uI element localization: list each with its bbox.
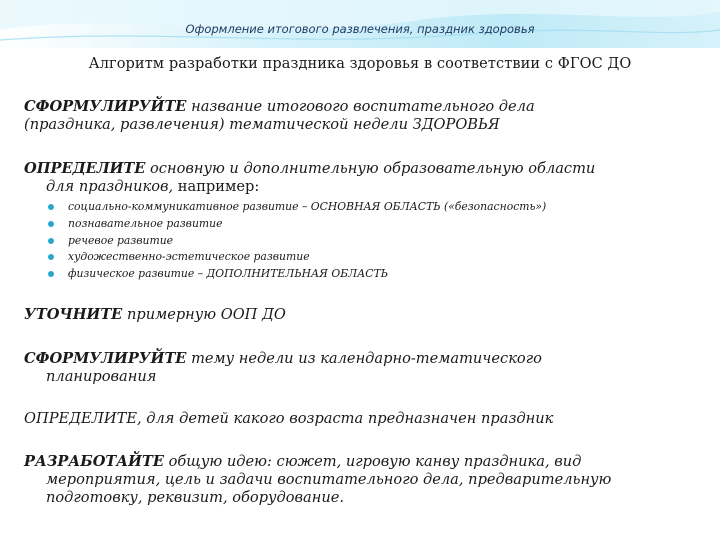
bullet-icon [48, 254, 54, 260]
step-text: ОПРЕДЕЛИТЕ, для детей какого возраста предназначен праздник [24, 410, 554, 427]
step-text: примерную ООП ДО [122, 306, 286, 323]
step-develop-idea [24, 453, 704, 507]
step-formulate-theme [24, 350, 704, 386]
list-item-text: познавательное развитие [68, 216, 223, 230]
step-text: тему недели из календарно-тематического [186, 350, 542, 367]
step-text: общую идею: сюжет, игровую канву праздника, вид [163, 453, 582, 470]
areas-list [48, 199, 708, 283]
step-text-line2: для праздников, [46, 178, 174, 195]
step-verb: РАЗРАБОТАЙТЕ [24, 453, 164, 470]
header-title: Оформление итогового развлечения, праздник здоровья [185, 22, 535, 36]
step-verb: СФОРМУЛИРУЙТЕ [24, 98, 187, 115]
list-item [48, 249, 708, 266]
step-clarify-program [24, 306, 704, 324]
list-item-text: физическое развитие – ДОПОЛНИТЕЛЬНАЯ ОБЛАСТЬ [68, 267, 389, 281]
list-item [48, 266, 708, 283]
list-item-text: речевое развитие [68, 233, 174, 247]
step-verb: УТОЧНИТЕ [24, 306, 123, 323]
page-title: Алгоритм разработки праздника здоровья в соответствии с ФГОС ДО [88, 56, 632, 72]
step-define-age [24, 410, 704, 428]
list-item-text: художественно-эстетическое развитие [68, 250, 310, 264]
list-item [48, 233, 708, 250]
step-text-line2: мероприятия, цель и задачи воспитательного дела, предварительную [46, 471, 612, 488]
bullet-icon [48, 238, 54, 244]
list-item-text: социально-коммуникативное развитие – ОСНОВНАЯ ОБЛАСТЬ («безопасность») [68, 200, 547, 213]
bullet-icon [48, 221, 54, 227]
bullet-icon [48, 204, 54, 210]
list-item [48, 199, 708, 216]
step-verb: СФОРМУЛИРУЙТЕ [24, 350, 187, 367]
bullet-icon [48, 271, 54, 277]
step-text-line3: подготовку, реквизит, оборудование. [46, 489, 345, 506]
step-text-line2: планирования [46, 368, 157, 385]
step-text-example: например: [173, 178, 260, 195]
step-define-areas [24, 160, 704, 196]
step-text: название итогового воспитательного дела [186, 98, 535, 115]
step-verb: ОПРЕДЕЛИТЕ [24, 160, 146, 177]
list-item [48, 216, 708, 233]
step-formulate-name [24, 98, 704, 134]
step-text: основную и дополнительную образовательную области [145, 160, 596, 177]
step-text-line2: (праздника, развлечения) тематической недели ЗДОРОВЬЯ [24, 116, 500, 133]
